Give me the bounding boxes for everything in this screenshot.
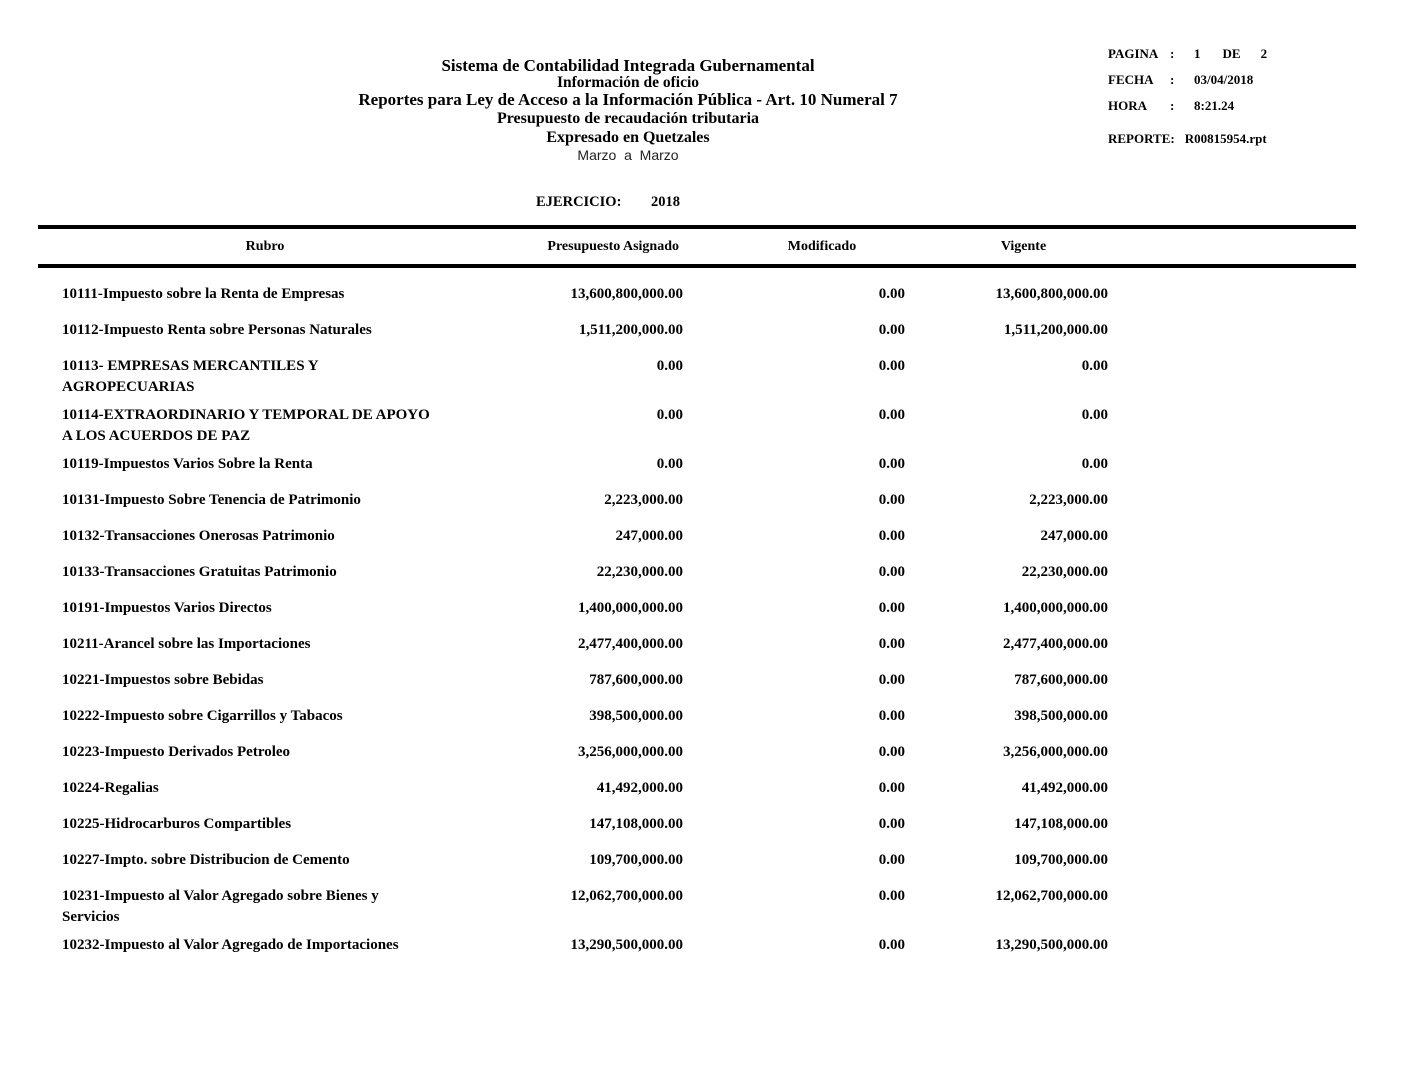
asignado-cell: 13,290,500,000.00 [570, 937, 683, 953]
table-row [38, 778, 1356, 799]
column-header-asignado: Presupuesto Asignado [547, 238, 679, 254]
rubro-line: 10232-Impuesto al Valor Agregado de Importaciones [62, 937, 399, 953]
ejercicio-line [536, 194, 680, 211]
rubro-cell [38, 454, 458, 475]
table-row [38, 526, 1356, 547]
meta-fecha [1108, 72, 1267, 87]
table-row [38, 405, 1356, 447]
vigente-cell: 787,600,000.00 [1014, 672, 1108, 688]
rubro-cell [38, 562, 458, 583]
pagina-label: PAGINA [1108, 46, 1159, 61]
rubro-line: A LOS ACUERDOS DE PAZ [62, 428, 251, 444]
rubro-line: 10211-Arancel sobre las Importaciones [62, 636, 311, 652]
asignado-cell: 0.00 [656, 456, 683, 472]
period-range: Marzo a Marzo [577, 147, 679, 163]
subtitle-informacion: Información de oficio [556, 74, 700, 91]
rubro-line: 10112-Impuesto Renta sobre Personas Naturales [62, 322, 372, 338]
vigente-cell: 0.00 [1081, 407, 1108, 423]
modificado-cell: 0.00 [878, 816, 905, 832]
vigente-cell: 22,230,000.00 [1021, 564, 1108, 580]
rubro-line: 10221-Impuestos sobre Bebidas [62, 672, 264, 688]
table-header-row [38, 229, 1356, 268]
modificado-cell: 0.00 [878, 708, 905, 724]
vigente-cell: 109,700,000.00 [1014, 852, 1108, 868]
rubro-line: 10225-Hidrocarburos Compartibles [62, 816, 292, 832]
rubro-line: 10227-Impto. sobre Distribucion de Cemento [62, 852, 350, 868]
modificado-cell: 0.00 [878, 937, 905, 953]
rubro-cell [38, 284, 458, 305]
rubro-cell [38, 320, 458, 341]
ejercicio-value: 2018 [651, 194, 681, 210]
reporte-label: REPORTE: [1108, 131, 1175, 146]
vigente-cell: 13,290,500,000.00 [995, 937, 1108, 953]
table-row [38, 490, 1356, 511]
rubro-cell [38, 670, 458, 691]
rubro-cell [38, 742, 458, 763]
rubro-line: 10113- EMPRESAS MERCANTILES Y [62, 358, 319, 374]
modificado-cell: 0.00 [878, 852, 905, 868]
subtitle-presupuesto: Presupuesto de recaudación tributaria [496, 110, 760, 127]
asignado-cell: 3,256,000,000.00 [578, 744, 683, 760]
system-title: Sistema de Contabilidad Integrada Gubernamental [441, 56, 815, 75]
modificado-cell: 0.00 [878, 407, 905, 423]
rubro-line: 10131-Impuesto Sobre Tenencia de Patrimonio [62, 492, 361, 508]
modificado-cell: 0.00 [878, 600, 905, 616]
asignado-cell: 2,223,000.00 [604, 492, 683, 508]
rubro-cell [38, 706, 458, 727]
fecha-label: FECHA [1108, 72, 1154, 87]
modificado-cell: 0.00 [878, 286, 905, 302]
table-body [38, 268, 1356, 956]
vigente-cell: 0.00 [1081, 358, 1108, 374]
asignado-cell: 398,500,000.00 [589, 708, 683, 724]
asignado-cell: 0.00 [656, 407, 683, 423]
rubro-line: 10111-Impuesto sobre la Renta de Empresas [62, 286, 345, 302]
rubro-line: 10224-Regalias [62, 780, 159, 796]
rubro-line: 10223-Impuesto Derivados Petroleo [62, 744, 291, 760]
asignado-cell: 1,400,000,000.00 [578, 600, 683, 616]
pagina-value: 1 [1194, 46, 1201, 61]
report-title-block [0, 56, 1256, 164]
table-row [38, 670, 1356, 691]
table-row [38, 356, 1356, 398]
meta-reporte [1108, 131, 1267, 146]
asignado-cell: 41,492,000.00 [596, 780, 683, 796]
subtitle-ley-acceso: Reportes para Ley de Acceso a la Información Pública - Art. 10 Numeral 7 [358, 90, 898, 109]
rubro-cell [38, 356, 458, 398]
modificado-cell: 0.00 [878, 636, 905, 652]
rubro-line: 10114-EXTRAORDINARIO Y TEMPORAL DE APOYO [62, 407, 430, 423]
hora-colon: : [1170, 98, 1175, 113]
table-row [38, 562, 1356, 583]
asignado-cell: 2,477,400,000.00 [578, 636, 683, 652]
table-row [38, 634, 1356, 655]
asignado-cell: 22,230,000.00 [596, 564, 683, 580]
table-row [38, 598, 1356, 619]
asignado-cell: 12,062,700,000.00 [570, 888, 683, 904]
hora-label: HORA [1108, 98, 1147, 113]
table-row [38, 742, 1356, 763]
asignado-cell: 13,600,800,000.00 [570, 286, 683, 302]
asignado-cell: 0.00 [656, 358, 683, 374]
rubro-cell [38, 814, 458, 835]
modificado-cell: 0.00 [878, 358, 905, 374]
pagina-total: 2 [1260, 46, 1268, 61]
modificado-cell: 0.00 [878, 564, 905, 580]
modificado-cell: 0.00 [878, 322, 905, 338]
table-row [38, 814, 1356, 835]
modificado-cell: 0.00 [878, 780, 905, 796]
column-header-vigente: Vigente [1000, 238, 1047, 254]
modificado-cell: 0.00 [878, 744, 905, 760]
modificado-cell: 0.00 [878, 528, 905, 544]
vigente-cell: 398,500,000.00 [1014, 708, 1108, 724]
vigente-cell: 2,477,400,000.00 [1003, 636, 1108, 652]
ejercicio-label: EJERCICIO: [536, 194, 622, 210]
fecha-colon: : [1170, 72, 1175, 87]
rubro-cell [38, 598, 458, 619]
rubro-line: 10132-Transacciones Onerosas Patrimonio [62, 528, 335, 544]
rubro-line: 10191-Impuestos Varios Directos [62, 600, 272, 616]
vigente-cell: 1,511,200,000.00 [1003, 322, 1108, 338]
fecha-value: 03/04/2018 [1194, 72, 1254, 87]
rubro-cell [38, 405, 458, 447]
reporte-value: R00815954.rpt [1184, 131, 1267, 146]
asignado-cell: 147,108,000.00 [589, 816, 683, 832]
vigente-cell: 13,600,800,000.00 [995, 286, 1108, 302]
rubro-line: 10231-Impuesto al Valor Agregado sobre Bienes y [62, 888, 379, 904]
vigente-cell: 1,400,000,000.00 [1003, 600, 1108, 616]
meta-pagina [1108, 46, 1267, 61]
rubro-cell [38, 490, 458, 511]
pagina-de-label: DE [1222, 46, 1241, 61]
vigente-cell: 3,256,000,000.00 [1003, 744, 1108, 760]
table-row [38, 850, 1356, 871]
table-row [38, 320, 1356, 341]
rubro-cell [38, 526, 458, 547]
modificado-cell: 0.00 [878, 888, 905, 904]
asignado-cell: 247,000.00 [615, 528, 683, 544]
rubro-line: 10119-Impuestos Varios Sobre la Renta [62, 456, 313, 472]
vigente-cell: 0.00 [1081, 456, 1108, 472]
modificado-cell: 0.00 [878, 456, 905, 472]
modificado-cell: 0.00 [878, 672, 905, 688]
rubro-cell [38, 886, 458, 928]
meta-block [1108, 46, 1267, 157]
table-row [38, 706, 1356, 727]
rubro-cell [38, 850, 458, 871]
table-row [38, 454, 1356, 475]
asignado-cell: 787,600,000.00 [589, 672, 683, 688]
rubro-line: Servicios [62, 909, 120, 925]
vigente-cell: 12,062,700,000.00 [995, 888, 1108, 904]
meta-hora [1108, 98, 1267, 113]
rubro-cell [38, 778, 458, 799]
vigente-cell: 41,492,000.00 [1021, 780, 1108, 796]
budget-table [38, 225, 1356, 971]
rubro-line: AGROPECUARIAS [62, 379, 195, 395]
rubro-line: 10222-Impuesto sobre Cigarrillos y Tabacos [62, 708, 343, 724]
rubro-cell [38, 634, 458, 655]
column-header-modificado: Modificado [787, 238, 857, 254]
column-header-rubro: Rubro [245, 238, 285, 254]
hora-value: 8:21.24 [1194, 98, 1235, 113]
vigente-cell: 2,223,000.00 [1029, 492, 1108, 508]
asignado-cell: 1,511,200,000.00 [578, 322, 683, 338]
pagina-colon: : [1170, 46, 1175, 61]
vigente-cell: 247,000.00 [1040, 528, 1108, 544]
rubro-line: 10133-Transacciones Gratuitas Patrimonio [62, 564, 337, 580]
table-row [38, 935, 1356, 956]
table-row [38, 886, 1356, 928]
modificado-cell: 0.00 [878, 492, 905, 508]
subtitle-quetzales: Expresado en Quetzales [546, 129, 710, 146]
rubro-cell [38, 935, 458, 956]
asignado-cell: 109,700,000.00 [589, 852, 683, 868]
vigente-cell: 147,108,000.00 [1014, 816, 1108, 832]
table-row [38, 284, 1356, 305]
